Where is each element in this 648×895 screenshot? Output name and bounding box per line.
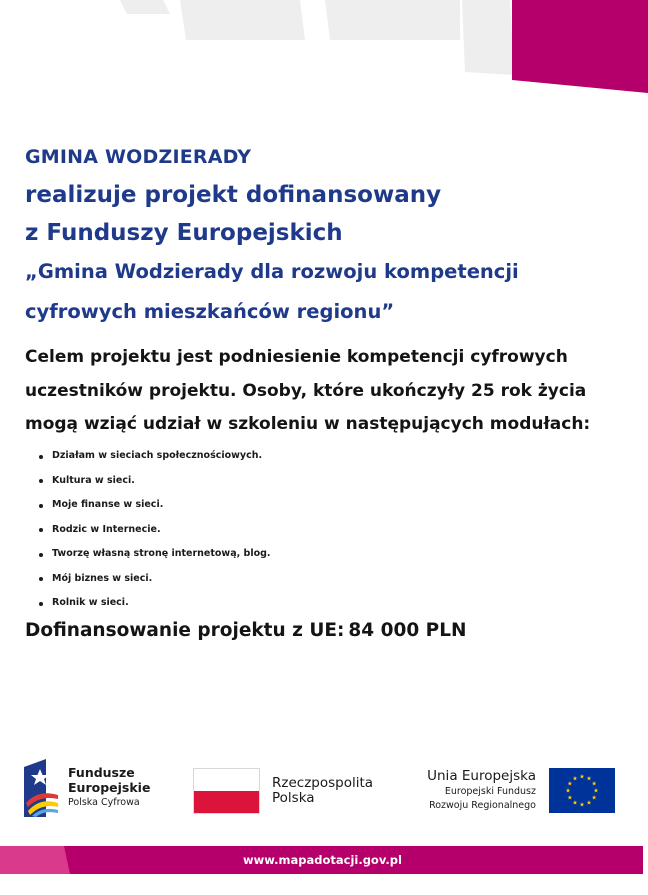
list-item <box>25 518 271 543</box>
list-item <box>25 591 271 616</box>
fundusze-line-1: Fundusze <box>68 765 135 780</box>
unia-line-3: Rozwoju Regionalnego <box>429 799 536 811</box>
flag-white-stripe <box>194 769 259 791</box>
list-item <box>25 542 271 567</box>
top-decoration <box>0 0 648 100</box>
unia-line-2: Europejski Fundusz <box>444 786 536 797</box>
module-label: Działam w sieciach społecznościowych. <box>52 450 263 461</box>
bullet-icon <box>39 577 43 581</box>
grey-stripe <box>462 0 514 75</box>
fundusze-europejskie-logo <box>24 759 184 817</box>
bullet-icon <box>39 455 43 459</box>
module-label: Mój biznes w sieci. <box>52 572 153 584</box>
unia-line-1: Unia Europejska <box>427 768 536 784</box>
magenta-band <box>512 0 648 93</box>
grey-stripe <box>180 0 305 40</box>
list-item <box>25 567 271 592</box>
rzeczpospolita-polska-logo <box>193 768 393 814</box>
footer-url: www.mapadotacji.gov.pl <box>243 853 402 867</box>
module-label: Rolnik w sieci. <box>52 597 129 608</box>
bullet-icon <box>39 504 43 508</box>
footer-bar <box>0 846 643 874</box>
fundusze-europejskie-mark-icon <box>24 759 58 817</box>
fundusze-europejskie-text <box>68 765 150 810</box>
module-label: Kultura w sieci. <box>52 474 135 486</box>
module-label: Tworzę własną stronę internetową, blog. <box>52 548 271 559</box>
list-item <box>25 493 271 518</box>
project-title-line-1: „Gmina Wodzierady dla rozwoju kompetencji <box>25 260 519 283</box>
project-description: Celem projektu jest podniesienie kompetencji cyfrowych uczestników projektu. Osoby, które ukończyły 25 rok życia mogą wziąć udział w szkoleniu w następujących modułach: <box>25 347 591 434</box>
list-item <box>25 469 271 494</box>
funding-amount: 84 000 PLN <box>348 620 467 641</box>
funding-label: Dofinansowanie projektu z UE: <box>25 620 345 641</box>
bullet-icon <box>39 602 43 606</box>
flag-red-stripe <box>194 791 259 813</box>
bullet-icon <box>39 553 43 557</box>
module-label: Moje finanse w sieci. <box>52 499 164 510</box>
grey-stripe <box>325 0 460 40</box>
unia-europejska-logo <box>420 768 620 816</box>
fundusze-line-3: Polska Cyfrowa <box>68 797 140 808</box>
module-label: Rodzic w Internecie. <box>52 523 161 535</box>
project-title-line-2: cyfrowych mieszkańców regionu” <box>25 300 395 323</box>
rzeczpospolita-line-2: Polska <box>272 789 315 806</box>
eu-flag-icon <box>549 768 615 813</box>
rzeczpospolita-line-1: Rzeczpospolita <box>272 775 374 791</box>
bullet-icon <box>39 528 43 532</box>
grey-stripe <box>120 0 170 14</box>
list-item <box>25 444 271 469</box>
headline-line-2: z Funduszy Europejskich <box>25 220 343 246</box>
bullet-icon <box>39 479 43 483</box>
organization-name: GMINA WODZIERADY <box>25 146 252 168</box>
modules-list <box>25 444 271 616</box>
unia-europejska-text <box>427 768 536 812</box>
fundusze-line-2: Europejskie <box>68 780 151 795</box>
poland-flag-icon <box>193 768 260 814</box>
headline-line-1: realizuje projekt dofinansowany <box>25 182 442 208</box>
funding-line <box>25 620 466 641</box>
rzeczpospolita-text <box>272 776 373 805</box>
